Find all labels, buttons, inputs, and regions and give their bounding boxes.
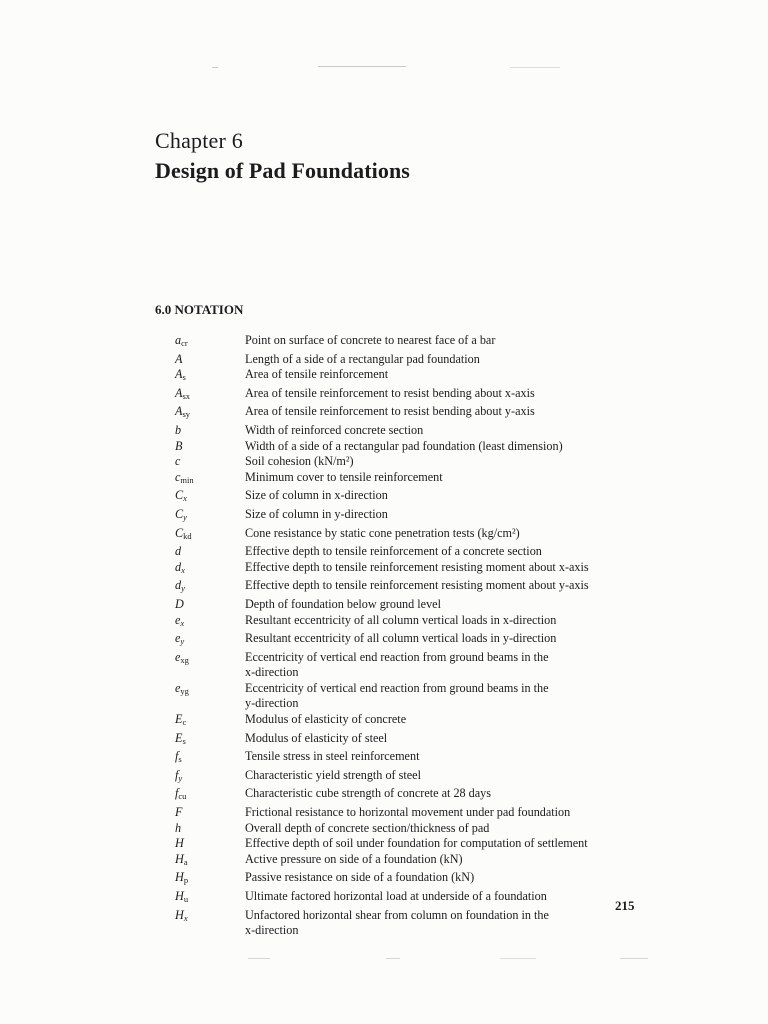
definition-line: Width of reinforced concrete section <box>245 422 424 437</box>
notation-row <box>175 821 645 837</box>
definition-line: Characteristic yield strength of steel <box>245 767 421 782</box>
symbol-base: e <box>175 680 181 695</box>
notation-symbol <box>175 681 245 712</box>
notation-symbol <box>175 712 245 731</box>
notation-row <box>175 749 645 768</box>
notation-row <box>175 681 645 712</box>
symbol-base: d <box>175 544 182 559</box>
symbol-subscript: min <box>180 474 194 485</box>
definition-line: Width of a side of a rectangular pad foundation (least dimension) <box>245 438 563 453</box>
notation-definition <box>245 768 645 787</box>
symbol-base: A <box>175 367 183 382</box>
symbol-subscript: y <box>183 511 187 522</box>
notation-symbol <box>175 439 245 455</box>
symbol-base: e <box>175 612 181 627</box>
symbol-base: B <box>175 438 183 453</box>
symbol-subscript: kd <box>183 530 192 541</box>
page-number: 215 <box>615 898 635 913</box>
definition-line: Unfactored horizontal shear from column on foundation in the <box>245 907 549 922</box>
notation-definition <box>245 870 645 889</box>
definition-line: Effective depth to tensile reinforcement of a concrete section <box>245 544 542 559</box>
definition-line: Modulus of elasticity of steel <box>245 730 388 745</box>
notation-definition <box>245 367 645 386</box>
notation-row <box>175 836 645 852</box>
symbol-subscript: x <box>183 493 187 504</box>
definition-line: Resultant eccentricity of all column vertical loads in y-direction <box>245 631 557 646</box>
notation-symbol <box>175 404 245 423</box>
symbol-subscript: s <box>182 735 186 746</box>
definition-line: y-direction <box>245 696 299 711</box>
definition-line: Effective depth to tensile reinforcement resisting moment about y-axis <box>245 578 589 593</box>
symbol-base: a <box>175 333 182 347</box>
definition-line: Soil cohesion (kN/m²) <box>245 454 354 469</box>
notation-symbol <box>175 488 245 507</box>
notation-symbol <box>175 731 245 750</box>
notation-symbol <box>175 352 245 368</box>
notation-row <box>175 544 645 560</box>
notation-symbol <box>175 454 245 470</box>
scan-artifact <box>318 66 406 67</box>
symbol-base: c <box>175 454 181 469</box>
notation-definition <box>245 631 645 650</box>
symbol-subscript: sx <box>182 390 191 401</box>
notation-symbol <box>175 631 245 650</box>
notation-definition <box>245 470 645 489</box>
notation-row <box>175 507 645 526</box>
notation-definition <box>245 836 645 852</box>
symbol-subscript: cu <box>178 791 187 802</box>
symbol-base: d <box>175 578 182 593</box>
notation-row <box>175 352 645 368</box>
symbol-subscript: sy <box>182 409 191 420</box>
notation-definition <box>245 681 645 712</box>
symbol-base: D <box>175 596 184 611</box>
definition-line: Overall depth of concrete section/thickness of pad <box>245 820 490 835</box>
notation-definition <box>245 352 645 368</box>
symbol-subscript: x <box>181 564 185 575</box>
symbol-base: e <box>175 631 181 646</box>
notation-definition <box>245 526 645 545</box>
scan-artifact <box>386 958 400 959</box>
symbol-subscript: p <box>183 875 189 886</box>
notation-row <box>175 386 645 405</box>
notation-row <box>175 454 645 470</box>
notation-row <box>175 333 645 352</box>
definition-line: Frictional resistance to horizontal movement under pad foundation <box>245 805 571 820</box>
symbol-subscript: s <box>178 754 182 765</box>
definition-line: Modulus of elasticity of concrete <box>245 712 407 727</box>
notation-row <box>175 631 645 650</box>
definition-line: Area of tensile reinforcement <box>245 367 389 382</box>
definition-line: Passive resistance on side of a foundation (kN) <box>245 870 475 885</box>
definition-line: Depth of foundation below ground level <box>245 596 441 611</box>
symbol-base: c <box>175 469 181 484</box>
section-heading: 6.0 NOTATION <box>155 302 244 317</box>
notation-list <box>175 333 645 939</box>
definition-line: Tensile stress in steel reinforcement <box>245 749 420 764</box>
symbol-base: b <box>175 422 182 437</box>
notation-symbol <box>175 333 245 352</box>
notation-symbol <box>175 805 245 821</box>
notation-symbol <box>175 749 245 768</box>
notation-row <box>175 786 645 805</box>
symbol-base: H <box>175 907 184 922</box>
notation-definition <box>245 454 645 470</box>
definition-line: Active pressure on side of a foundation (kN) <box>245 851 463 866</box>
scan-artifact <box>212 67 218 68</box>
symbol-base: C <box>175 506 184 521</box>
definition-line: Size of column in y-direction <box>245 506 388 521</box>
symbol-subscript: yg <box>180 685 189 696</box>
symbol-subscript: u <box>183 894 189 904</box>
notation-symbol <box>175 836 245 852</box>
definition-line: Length of a side of a rectangular pad foundation <box>245 351 480 366</box>
definition-line: Point on surface of concrete to nearest face of a bar <box>245 333 496 347</box>
definition-line: x-direction <box>245 923 299 938</box>
notation-symbol <box>175 597 245 613</box>
notation-symbol <box>175 507 245 526</box>
notation-symbol <box>175 578 245 597</box>
definition-line: Effective depth of soil under foundation for computation of settlement <box>245 836 588 851</box>
chapter-title: Design of Pad Foundations <box>155 158 410 183</box>
definition-line: Area of tensile reinforcement to resist bending about y-axis <box>245 404 535 419</box>
symbol-subscript: x <box>180 617 185 628</box>
definition-line: Eccentricity of vertical end reaction from ground beams in the <box>245 680 549 695</box>
symbol-base: E <box>175 730 183 745</box>
notation-definition <box>245 712 645 731</box>
symbol-base: F <box>175 805 183 820</box>
notation-definition <box>245 439 645 455</box>
symbol-base: H <box>175 836 184 851</box>
notation-definition <box>245 578 645 597</box>
notation-symbol <box>175 470 245 489</box>
symbol-subscript: y <box>180 636 185 647</box>
notation-definition <box>245 560 645 579</box>
notation-symbol <box>175 768 245 787</box>
notation-definition <box>245 805 645 821</box>
notation-definition <box>245 544 645 560</box>
definition-line: Area of tensile reinforcement to resist bending about x-axis <box>245 385 535 400</box>
notation-definition <box>245 749 645 768</box>
definition-line: Size of column in x-direction <box>245 488 388 503</box>
notation-row <box>175 404 645 423</box>
notation-definition <box>245 889 645 908</box>
notation-symbol <box>175 786 245 805</box>
symbol-subscript: x <box>183 912 188 923</box>
notation-symbol <box>175 821 245 837</box>
symbol-base: e <box>175 649 181 664</box>
notation-row <box>175 889 645 908</box>
notation-row <box>175 613 645 632</box>
symbol-base: d <box>175 559 182 574</box>
symbol-base: H <box>175 870 184 885</box>
notation-definition <box>245 423 645 439</box>
notation-symbol <box>175 870 245 889</box>
definition-line: Effective depth to tensile reinforcement resisting moment about x-axis <box>245 559 589 574</box>
notation-symbol <box>175 613 245 632</box>
notation-definition <box>245 333 645 352</box>
symbol-base: H <box>175 889 184 903</box>
notation-symbol <box>175 889 245 908</box>
symbol-base: A <box>175 351 183 366</box>
symbol-base: H <box>175 851 184 866</box>
symbol-base: h <box>175 820 182 835</box>
notation-symbol <box>175 650 245 681</box>
notation-symbol <box>175 544 245 560</box>
notation-definition <box>245 386 645 405</box>
notation-symbol <box>175 908 245 939</box>
notation-definition <box>245 613 645 632</box>
symbol-base: A <box>175 385 183 400</box>
notation-row <box>175 805 645 821</box>
symbol-base: C <box>175 525 184 540</box>
notation-row <box>175 731 645 750</box>
notation-definition <box>245 404 645 423</box>
definition-line: Eccentricity of vertical end reaction from ground beams in the <box>245 649 549 664</box>
definition-line: Minimum cover to tensile reinforcement <box>245 469 443 484</box>
notation-row <box>175 470 645 489</box>
notation-row <box>175 870 645 889</box>
notation-row <box>175 526 645 545</box>
notation-definition <box>245 650 645 681</box>
notation-symbol <box>175 367 245 386</box>
definition-line: Characteristic cube strength of concrete at 28 days <box>245 786 492 801</box>
notation-definition <box>245 852 645 871</box>
notation-definition <box>245 488 645 507</box>
symbol-base: E <box>175 712 183 727</box>
symbol-base: A <box>175 404 183 419</box>
symbol-subscript: cr <box>181 338 188 348</box>
notation-row <box>175 488 645 507</box>
scan-artifact <box>248 958 270 959</box>
notation-row <box>175 768 645 787</box>
notation-definition <box>245 786 645 805</box>
notation-row <box>175 578 645 597</box>
notation-row <box>175 367 645 386</box>
notation-definition <box>245 731 645 750</box>
notation-definition <box>245 597 645 613</box>
symbol-subscript: c <box>182 717 187 728</box>
notation-row <box>175 423 645 439</box>
symbol-base: C <box>175 488 184 503</box>
definition-line: Cone resistance by static cone penetration tests (kg/cm²) <box>245 525 520 540</box>
notation-definition <box>245 908 645 939</box>
notation-definition <box>245 821 645 837</box>
notation-row <box>175 712 645 731</box>
notation-row <box>175 439 645 455</box>
scan-artifact <box>620 958 648 959</box>
notation-symbol <box>175 423 245 439</box>
notation-row <box>175 597 645 613</box>
definition-line: Resultant eccentricity of all column vertical loads in x-direction <box>245 612 557 627</box>
scan-artifact <box>500 958 536 959</box>
symbol-base: f <box>175 786 179 801</box>
symbol-subscript: s <box>182 372 186 383</box>
symbol-base: f <box>175 749 179 764</box>
symbol-base: f <box>175 767 179 782</box>
notation-symbol <box>175 852 245 871</box>
symbol-subscript: xg <box>180 654 189 665</box>
symbol-subscript: y <box>181 583 185 594</box>
notation-row <box>175 852 645 871</box>
notation-row <box>175 908 645 939</box>
notation-symbol <box>175 526 245 545</box>
notation-row <box>175 560 645 579</box>
notation-definition <box>245 507 645 526</box>
symbol-subscript: a <box>183 856 188 867</box>
definition-line: x-direction <box>245 665 299 680</box>
notation-symbol <box>175 386 245 405</box>
scan-artifact <box>510 67 560 68</box>
definition-line: Ultimate factored horizontal load at underside of a foundation <box>245 889 547 903</box>
symbol-subscript: y <box>178 772 183 783</box>
chapter-label: Chapter 6 <box>155 128 243 153</box>
notation-row <box>175 650 645 681</box>
notation-symbol <box>175 560 245 579</box>
